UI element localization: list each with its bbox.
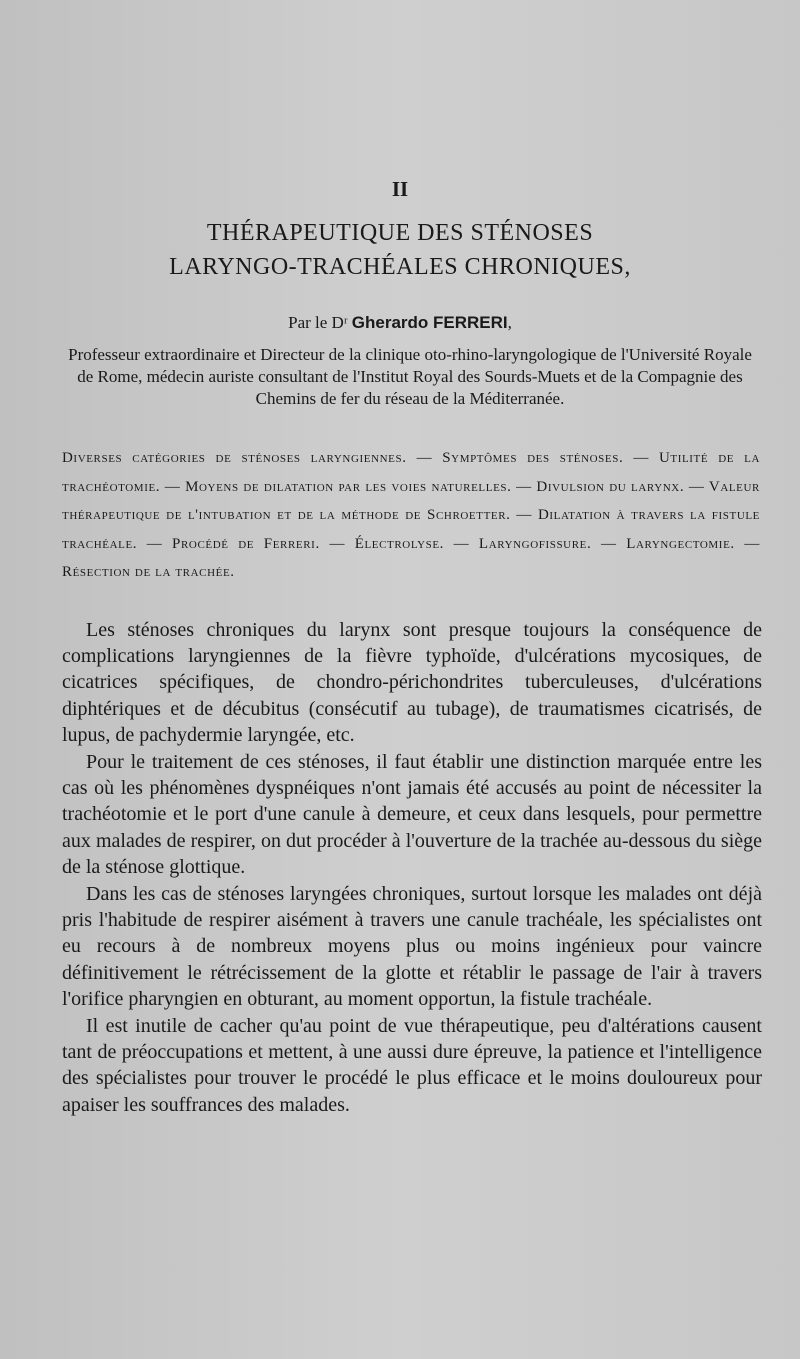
author-affiliation: Professeur extraordinaire et Directeur de la clinique oto-rhino-laryngologique de l'Université Royale de Rome, médecin auriste consultant de l'Institut Royal des Sourds-Muets et de la Compagnie des Chemins de fer du réseau de la Méditerranée. <box>68 345 752 408</box>
paragraph-3: Dans les cas de sténoses laryngées chroniques, surtout lorsque les malades ont déjà pris l'habitude de respirer aisément à travers une canule trachéale, les spécialistes ont eu recours à de nombreux moyens plus ou moins ingénieux pour vaincre définitivement le rétrécissement de la glotte et rétablir le passage de l'air à travers l'orifice pharyngien en obturant, au moment opportun, la fistule trachéale. <box>62 882 762 1011</box>
byline-comma: , <box>507 313 512 332</box>
byline-prefix: Par le Dʳ <box>288 313 352 332</box>
paragraph-2: Pour le traitement de ces sténoses, il faut établir une distinction marquée entre les cas où les phénomènes dyspnéiques n'ont jamais été accusés au point de nécessiter la trachéotomie et le port d'une canule à demeure, et ceux dans lesquels, pour permettre aux malades de respirer, on dut procéder à l'ouverture de la trachée au-dessous du siège de la sténose glottique. <box>62 750 762 879</box>
chapter-number: II <box>391 177 409 201</box>
body-text <box>62 617 762 1119</box>
paragraph-4: Il est inutile de cacher qu'au point de vue thérapeutique, peu d'altérations causent tant de préoccupations et mettent, à une aussi dure épreuve, la patience et l'intelligence des spécialistes pour trouver le procédé le plus efficace et le moins douloureux pour apaiser les souffrances des malades. <box>62 1014 762 1116</box>
title-line-1: THÉRAPEUTIQUE DES STÉNOSES <box>206 220 594 246</box>
chapter-title <box>0 216 800 284</box>
title-line-2: LARYNGO-TRACHÉALES CHRONIQUES, <box>169 254 631 280</box>
author-byline <box>0 310 800 336</box>
author-name: Gherardo FERRERI <box>351 313 508 332</box>
chapter-summary: Diverses catégories de sténoses laryngiennes. — Symptômes des sténoses. — Utilité de la trachéotomie. — Moyens de dilatation par les voies naturelles. — Divulsion du larynx. — Valeur thérapeutique de l'intubation et de la méthode de Schroetter. — Dilatation à travers la fistule trachéale. — Procédé de Ferreri. — Électrolyse. — Laryngofissure. — Laryngectomie. — Résection de la trachée. <box>62 450 760 580</box>
paragraph-1: Les sténoses chroniques du larynx sont presque toujours la conséquence de complications laryngiennes de la fièvre typhoïde, d'ulcérations mycosiques, de cicatrices spécifiques, de chondro-périchondrites tuberculeuses, d'ulcérations diphtériques et de décubitus (consécutif au tubage), de traumatismes cicatrisés, de lupus, de pachydermie laryngée, etc. <box>62 618 762 747</box>
